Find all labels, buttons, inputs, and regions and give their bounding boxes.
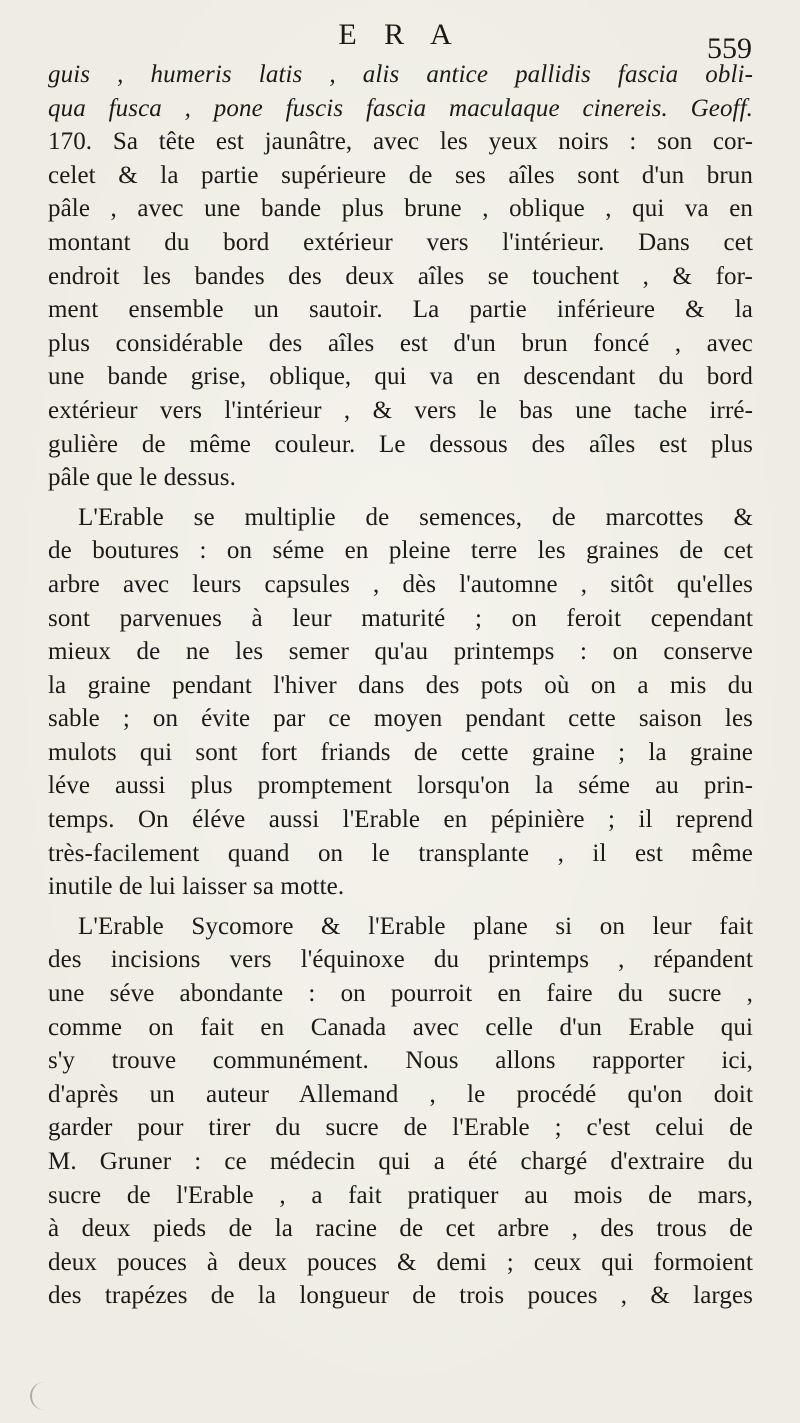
text-line: une bande grise, oblique, qui va en descendant du bord xyxy=(48,363,753,391)
text-line: pâle que le dessus. xyxy=(48,464,236,492)
body-text xyxy=(48,58,753,1313)
text-line: des trapézes de la longueur de trois pouces , & larges xyxy=(48,1282,753,1310)
text-line: endroit les bandes des deux aîles se touchent , & for- xyxy=(48,262,753,290)
text-line: M. Gruner : ce médecin qui a été chargé d'extraire du xyxy=(48,1148,753,1175)
text-line: s'y trouve communément. Nous allons rapporter ici, xyxy=(48,1047,753,1075)
text-line: comme on fait en Canada avec celle d'un Erable qui xyxy=(48,1013,753,1041)
text-line: la graine pendant l'hiver dans des pots où on a mis du xyxy=(48,671,753,699)
text-line: plus considérable des aîles est d'un brun foncé , avec xyxy=(48,329,753,357)
page-number: 559 xyxy=(707,32,752,65)
text-line: sont parvenues à leur maturité ; on feroit cependant xyxy=(48,604,753,632)
paragraph-propagation xyxy=(48,501,753,904)
text-line: L'Erable se multiplie de semences, de marcottes & xyxy=(78,503,753,531)
text-line: temps. On éléve aussi l'Erable en pépinière ; il reprend xyxy=(48,806,753,834)
text-line: mieux de ne les semer qu'au printemps : on conserve xyxy=(48,638,753,666)
text-line: 170. Sa tête est jaunâtre, avec les yeux noirs : son cor- xyxy=(48,128,753,156)
text-line: qua fusca , pone fuscis fascia maculaque cinereis. Geoff. xyxy=(48,94,753,122)
text-line: léve aussi plus promptement lorsqu'on la séme au prin- xyxy=(48,772,753,800)
text-line: garder pour tirer du sucre de l'Erable ; c'est celui de xyxy=(48,1114,753,1142)
text-line: des incisions vers l'équinoxe du printemps , répandent xyxy=(48,946,753,974)
text-line: pâle , avec une bande plus brune , oblique , qui va en xyxy=(48,195,753,223)
text-line: une séve abondante : on pourroit en faire du sucre , xyxy=(48,980,753,1008)
text-line: mulots qui sont fort friands de cette graine ; la graine xyxy=(48,738,753,766)
text-line: sable ; on évite par ce moyen pendant cette saison les xyxy=(48,705,753,733)
text-line: de boutures : on séme en pleine terre les graines de cet xyxy=(48,537,753,565)
text-line: extérieur vers l'intérieur , & vers le bas une tache irré- xyxy=(48,396,753,424)
text-line: d'après un auteur Allemand , le procédé qu'on doit xyxy=(48,1080,753,1108)
text-line: deux pouces à deux pouces & demi ; ceux qui formoient xyxy=(48,1248,753,1276)
text-line: sucre de l'Erable , a fait pratiquer au mois de mars, xyxy=(48,1181,753,1209)
margin-bracket-mark xyxy=(30,1382,46,1410)
text-line: ment ensemble un sautoir. La partie inférieure & la xyxy=(48,296,753,324)
text-line: très-facilement quand on le transplante , il est même xyxy=(48,839,753,867)
running-head-title: E R A xyxy=(338,18,462,51)
text-line: arbre avec leurs capsules , dès l'automne , sitôt qu'elles xyxy=(48,570,753,598)
text-line: inutile de lui laisser sa motte. xyxy=(48,873,345,901)
text-line: à deux pieds de la racine de cet arbre , des trous de xyxy=(48,1215,753,1243)
text-line: celet & la partie supérieure de ses aîles sont d'un brun xyxy=(48,161,753,189)
text-line: gulière de même couleur. Le dessous des aîles est plus xyxy=(48,430,753,458)
text-line: guis , humeris latis , alis antice pallidis fascia obli- xyxy=(48,61,753,88)
paragraph-maple-sugar xyxy=(48,910,753,1313)
paragraph-insect-description xyxy=(48,58,753,495)
text-line: L'Erable Sycomore & l'Erable plane si on leur fait xyxy=(78,912,753,940)
running-header xyxy=(0,18,800,65)
text-line: montant du bord extérieur vers l'intérieur. Dans cet xyxy=(48,228,753,256)
